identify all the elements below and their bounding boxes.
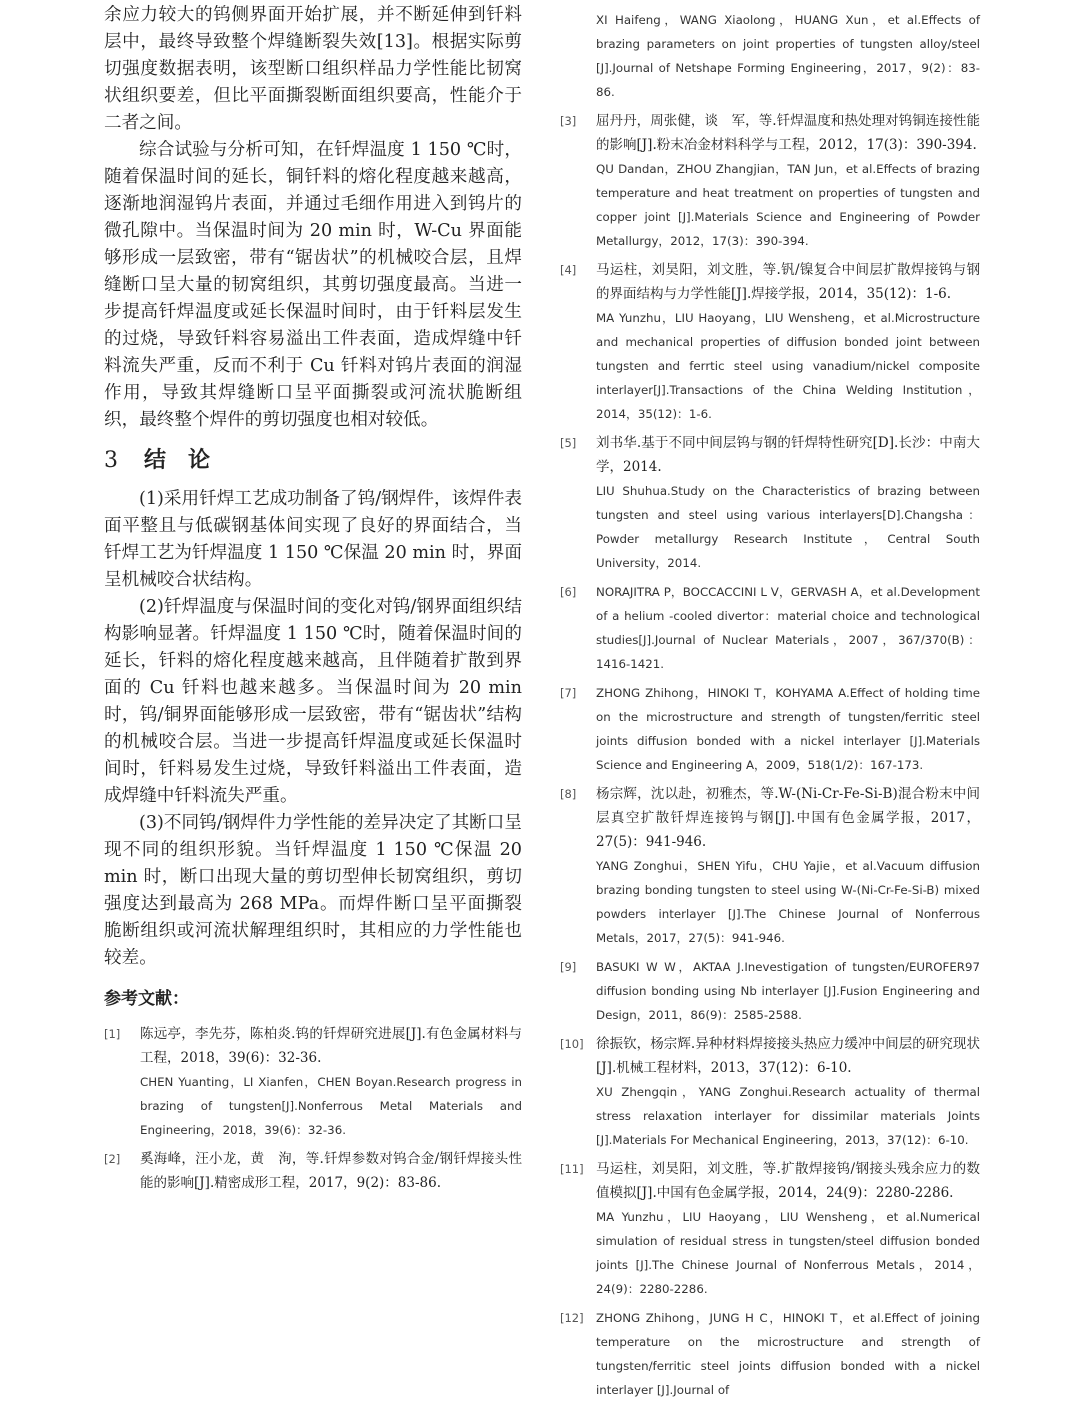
reference-text-en: MA Yunzhu，LIU Haoyang，LIU Wensheng，et al.Microstructure and mechanical properties of diffusion bonded joint between tungsten and ferrtic steel using vanadium/nickel composite interlayer[J].Transactions of the China Welding Institution，2014，35(12)：1-6. — [596, 311, 980, 421]
reference-item — [560, 8, 980, 104]
section-title: 结 论 — [144, 447, 211, 473]
reference-item — [560, 681, 980, 777]
references-heading: 参考文献： — [104, 989, 189, 1009]
reference-text-en: CHEN Yuanting，LI Xianfen，CHEN Boyan.Research progress in brazing of tungsten[J].Nonferrous Metal Materials and Engineering，2018，39(6)：32-36. — [140, 1075, 522, 1137]
reference-text-zh: 马运柱，刘昊阳，刘文胜，等.钒/镍复合中间层扩散焊接钨与钢的界面结构与力学性能[J].焊接学报，2014，35(12)：1-6. — [596, 262, 980, 302]
reference-index: [11] — [560, 1162, 584, 1176]
reference-text-en: MA Yunzhu，LIU Haoyang，LIU Wensheng，et al.Numerical simulation of residual stress in tungsten/steel diffusion bonded joints [J].The Chinese Journal of Nonferrous Metals，2014，24(9)：2280-2286. — [596, 1210, 980, 1296]
reference-text-zh: 刘书华.基于不同中间层钨与钢的钎焊特性研究[D].长沙：中南大学，2014. — [596, 435, 980, 475]
reference-text-en: ZHONG Zhihong，JUNG H C，HINOKI T，et al.Effect of joining temperature on the microstructure and strength of tungsten/ferritic steel joints diffusion bonded with a nickel interlayer [J].Journal of — [596, 1311, 980, 1397]
reference-index: [10] — [560, 1037, 584, 1051]
reference-item — [104, 1147, 522, 1195]
section-number: 3 — [104, 448, 118, 473]
reference-text-en: YANG Zonghui，SHEN Yifu，CHU Yajie，et al.Vacuum diffusion brazing bonding tungsten to steel using W-(Ni-Cr-Fe-Si-B) mixed powders interlayer [J].The Chinese Journal of Nonferrous Metals，2017，27(5)：941-946. — [596, 859, 980, 945]
reference-text-en: ZHONG Zhihong，HINOKI T，KOHYAMA A.Effect of holding time on the microstructure and strength of tungsten/ferritic steel joints diffusion bonded with a nickel interlayer [J].Materials Science and Engineering A，2009，518(1/2)：167-173. — [596, 686, 980, 772]
reference-item — [560, 782, 980, 950]
reference-text-en: XU Zhengqin，YANG Zonghui.Research actuality of thermal stress relaxation interlayer for dissimilar materials Joints [J].Materials For Mechanical Engineering，2013，37(12)：6-10. — [596, 1085, 980, 1147]
conclusion-item: (1)采用钎焊工艺成功制备了钨/钢焊件，该焊件表面平整且与低碳钢基体间实现了良好的界面结合，当钎焊工艺为钎焊温度 1 150 ℃保温 20 min 时，界面呈机械咬合状结构。 — [104, 489, 522, 590]
reference-item — [560, 955, 980, 1027]
reference-index: [2] — [104, 1152, 121, 1166]
right-column — [560, 8, 980, 1402]
body-paragraph: 综合试验与分析可知，在钎焊温度 1 150 ℃时，随着保温时间的延长，铜钎料的熔化程度越来越高，逐渐地润湿钨片表面，并通过毛细作用进入到钨片的微孔隙中。当保温时间为 20 min 时，W-Cu 界面能够形成一层致密，带有“锯齿状”的机械咬合层，且焊缝断口呈大量的韧窝组织，其剪切强度最高。当进一步提高钎焊温度或延长保温时间时，由于钎料层发生的过烧，导致钎料容易溢出工件表面，造成焊缝中钎料流失严重，反而不利于 Cu 钎料对钨片表面的润湿作用，导致其焊缝断口呈平面撕裂或河流状脆断组织，最终整个焊件的剪切强度也相对较低。 — [104, 140, 522, 430]
reference-text-zh: 马运柱，刘昊阳，刘文胜，等.扩散焊接钨/钢接头残余应力的数值模拟[J].中国有色金属学报，2014，24(9)：2280-2286. — [596, 1161, 980, 1201]
reference-item — [560, 1032, 980, 1152]
reference-item — [560, 258, 980, 426]
reference-item — [560, 431, 980, 575]
reference-item — [560, 1306, 980, 1402]
reference-item — [560, 109, 980, 253]
reference-text-zh: 陈远亭，李先芬，陈柏炎.钨的钎焊研究进展[J].有色金属材料与工程，2018，39(6)：32-36. — [140, 1026, 522, 1066]
reference-item — [104, 1022, 522, 1142]
reference-index: [3] — [560, 114, 577, 128]
left-column — [104, 0, 522, 1195]
reference-index: [7] — [560, 686, 577, 700]
section-heading — [104, 434, 522, 486]
reference-text-zh: 奚海峰，汪小龙，黄 洵，等.钎焊参数对钨合金/钢钎焊接头性能的影响[J].精密成形工程，2017，9(2)：83-86. — [140, 1151, 522, 1191]
reference-index: [12] — [560, 1311, 584, 1325]
reference-index: [5] — [560, 436, 577, 450]
reference-text-en: XI Haifeng，WANG Xiaolong，HUANG Xun，et al.Effects of brazing parameters on joint properties of tungsten alloy/steel [J].Journal of Netshape Forming Engineering，2017，9(2)：83-86. — [596, 13, 980, 99]
reference-text-en: NORAJITRA P，BOCCACCINI L V，GERVASH A，et al.Development of a helium -cooled divertor：material choice and technological studies[J].Journal of Nuclear Materials，2007，367/370(B)：1416-1421. — [596, 585, 980, 671]
reference-text-en: LIU Shuhua.Study on the Characteristics of brazing between tungsten and steel using various interlayers[D].Changsha：Powder metallurgy Research Institute，Central South University，2014. — [596, 484, 980, 570]
reference-text-zh: 徐振钦，杨宗辉.异种材料焊接接头热应力缓冲中间层的研究现状[J].机械工程材料，2013，37(12)：6-10. — [596, 1036, 980, 1076]
reference-text-zh: 屈丹丹，周张健，谈 军，等.钎焊温度和热处理对钨铜连接性能的影响[J].粉末冶金材料科学与工程，2012，17(3)：390-394. — [596, 113, 980, 153]
reference-text-zh: 杨宗辉，沈以赴，初雅杰，等.W-(Ni-Cr-Fe-Si-B)混合粉末中间层真空扩散钎焊连接钨与钢[J].中国有色金属学报，2017，27(5)：941-946. — [596, 786, 980, 850]
reference-text-en: BASUKI W W，AKTAA J.Inevestigation of tungsten/EUROFER97 diffusion bonding using Nb interlayer [J].Fusion Engineering and Design，2011，86(9)：2585-2588. — [596, 960, 980, 1022]
reference-text-en: QU Dandan，ZHOU Zhangjian，TAN Jun，et al.Effects of brazing temperature and heat treatment on properties of tungsten and copper joint [J].Materials Science and Engineering of Powder Metallurgy，2012，17(3)：390-394. — [596, 162, 980, 248]
body-paragraph: 余应力较大的钨侧界面开始扩展，并不断延伸到钎料层中，最终导致整个焊缝断裂失效[13]。根据实际剪切强度数据表明，该型断口组织样品力学性能比韧窝状组织要差，但比平面撕裂断面组织要高，性能介于二者之间。 — [104, 5, 522, 133]
reference-item — [560, 1157, 980, 1301]
conclusion-item: (2)钎焊温度与保温时间的变化对钨/钢界面组织结构影响显著。钎焊温度 1 150 ℃时，随着保温时间的延长，钎料的熔化程度越来越高，且伴随着扩散到界面的 Cu 钎料也越来越多。当保温时间为 20 min 时，钨/铜界面能够形成一层致密，带有“锯齿状”结构的机械咬合层。当进一步提高钎焊温度或延长保温时间时，钎料易发生过烧，导致钎料溢出工件表面，造成焊缝中钎料流失严重。 — [104, 597, 522, 806]
reference-index: [4] — [560, 263, 577, 277]
reference-index: [8] — [560, 787, 577, 801]
reference-item — [560, 580, 980, 676]
reference-list — [104, 1022, 522, 1195]
reference-index: [6] — [560, 585, 577, 599]
conclusion-item: (3)不同钨/钢焊件力学性能的差异决定了其断口呈现不同的组织形貌。当钎焊温度 1 150 ℃保温 20 min 时，断口出现大量的剪切型伸长韧窝组织，剪切强度达到最高为 268 MPa。而焊件断口呈平面撕裂脆断组织或河流状解理组织时，其相应的力学性能也较差。 — [104, 813, 522, 968]
reference-index: [1] — [104, 1027, 121, 1041]
reference-index: [9] — [560, 960, 577, 974]
